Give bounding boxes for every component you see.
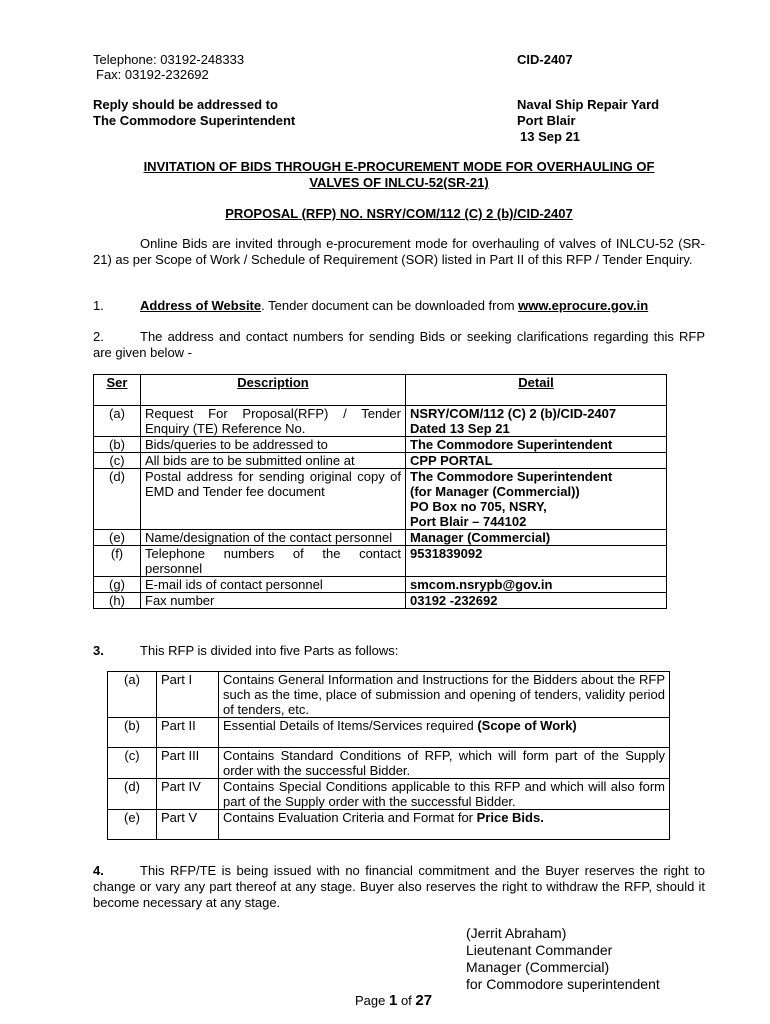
signature-role: Manager (Commercial)	[466, 959, 610, 975]
part-text: Contains Special Conditions applicable to this RFP and which will also form part of the Supply order with the successful Bidder.	[223, 779, 665, 809]
part-description	[219, 672, 670, 718]
proposal-number: PROPOSAL (RFP) NO. NSRY/COM/112 (C) 2 (b)/CID-2407	[225, 206, 573, 221]
row-ser: (d)	[94, 469, 141, 530]
part-ser: (a)	[108, 672, 157, 718]
para2-body: The address and contact numbers for sending Bids or seeking clarifications regarding this RFP are given below -	[93, 329, 705, 360]
part-bold-text: (Scope of Work)	[477, 718, 577, 733]
row-ser: (b)	[94, 437, 141, 453]
contact-table-row	[94, 469, 667, 530]
contact-table-header	[94, 375, 667, 406]
para3-number: 3.	[93, 643, 104, 658]
row-description: Fax number	[141, 593, 406, 609]
contact-table-row	[94, 406, 667, 437]
para2-text	[93, 329, 705, 361]
contact-table-row	[94, 577, 667, 593]
row-detail: NSRY/COM/112 (C) 2 (b)/CID-2407 Dated 13 Sep 21	[406, 406, 667, 437]
fax: Fax: 03192-232692	[96, 67, 209, 82]
header-ser: Ser	[94, 375, 141, 406]
part-description	[219, 810, 670, 840]
para1-body: . Tender document can be downloaded from	[261, 298, 519, 313]
page-prefix: Page	[355, 993, 389, 1008]
contact-table-row	[94, 437, 667, 453]
para1-text	[140, 298, 648, 314]
reply-line2: The Commodore Superintendent	[93, 113, 296, 128]
header-detail: Detail	[406, 375, 667, 406]
para4-number: 4.	[93, 863, 104, 878]
row-detail: CPP PORTAL	[406, 453, 667, 469]
part-name: Part II	[157, 718, 219, 748]
part-ser: (e)	[108, 810, 157, 840]
para2-number: 2.	[93, 329, 104, 344]
part-text: Contains Evaluation Criteria and Format for	[223, 810, 477, 825]
part-text: Essential Details of Items/Services required	[223, 718, 478, 733]
part-ser: (d)	[108, 779, 157, 810]
parts-table-row	[108, 810, 670, 840]
org-line2: Port Blair	[517, 113, 576, 128]
intro-paragraph: Online Bids are invited through e-procurement mode for overhauling of valves of INLCU-52 (SR-21) as per Scope of Work / Schedule of Requirement (SOR) listed in Part II of this RFP / Tender Enquiry.	[93, 236, 705, 267]
row-description: Name/designation of the contact personnel	[141, 530, 406, 546]
signature-for: for Commodore superintendent	[466, 976, 660, 992]
row-description: Postal address for sending original copy of EMD and Tender fee document	[141, 469, 406, 530]
row-detail: The Commodore Superintendent	[406, 437, 667, 453]
part-text: Contains General Information and Instructions for the Bidders about the RFP such as the time, place of submission and opening of tenders, validity period of tenders, etc.	[223, 672, 665, 717]
parts-table-row	[108, 779, 670, 810]
part-bold-text: Price Bids.	[476, 810, 544, 825]
part-text: Contains Standard Conditions of RFP, which will form part of the Supply order with the successful Bidder.	[223, 748, 665, 778]
reply-line1: Reply should be addressed to	[93, 97, 278, 112]
contact-table-row	[94, 530, 667, 546]
para3-body: This RFP is divided into five Parts as follows:	[140, 643, 399, 658]
part-name: Part V	[157, 810, 219, 840]
part-ser: (c)	[108, 748, 157, 779]
title-line2: VALVES OF INLCU-52(SR-21)	[309, 175, 489, 190]
row-description: E-mail ids of contact personnel	[141, 577, 406, 593]
cid: CID-2407	[517, 52, 573, 67]
contact-table-row	[94, 546, 667, 577]
part-name: Part IV	[157, 779, 219, 810]
page-number: 1	[388, 992, 398, 1009]
row-description: Request For Proposal(RFP) / Tender Enquiry (TE) Reference No.	[141, 406, 406, 437]
para4-body: This RFP/TE is being issued with no financial commitment and the Buyer reserves the right to change or vary any part thereof at any stage. Buyer also reserves the right to withdraw the RFP, should it become necessary at any stage.	[93, 863, 705, 910]
row-detail: Manager (Commercial)	[406, 530, 667, 546]
website-link[interactable]: www.eprocure.gov.in	[518, 298, 649, 313]
parts-table-row	[108, 718, 670, 748]
part-name: Part I	[157, 672, 219, 718]
signature-name: (Jerrit Abraham)	[466, 925, 567, 941]
para3-text	[93, 643, 398, 659]
part-ser: (b)	[108, 718, 157, 748]
parts-table	[107, 671, 670, 840]
contact-table	[93, 374, 667, 609]
row-ser: (c)	[94, 453, 141, 469]
parts-table-row	[108, 672, 670, 718]
para1-number: 1.	[93, 298, 104, 313]
header-description: Description	[141, 375, 406, 406]
row-description: Bids/queries to be addressed to	[141, 437, 406, 453]
contact-table-row	[94, 593, 667, 609]
part-description	[219, 718, 670, 748]
row-detail: 03192 -232692	[406, 593, 667, 609]
org-line1: Naval Ship Repair Yard	[517, 97, 660, 112]
row-ser: (f)	[94, 546, 141, 577]
signature-rank: Lieutenant Commander	[466, 942, 613, 958]
contact-table-row	[94, 453, 667, 469]
row-description: Telephone numbers of the contact personnel	[141, 546, 406, 577]
row-ser: (h)	[94, 593, 141, 609]
title-line1: INVITATION OF BIDS THROUGH E-PROCUREMENT MODE FOR OVERHAULING OF	[143, 159, 655, 174]
page-of: of	[397, 993, 416, 1008]
parts-table-row	[108, 748, 670, 779]
telephone: Telephone: 03192-248333	[93, 52, 245, 67]
part-description	[219, 779, 670, 810]
row-ser: (a)	[94, 406, 141, 437]
page-footer	[355, 993, 432, 1009]
row-ser: (e)	[94, 530, 141, 546]
row-description: All bids are to be submitted online at	[141, 453, 406, 469]
row-detail: smcom.nsrypb@gov.in	[406, 577, 667, 593]
part-description	[219, 748, 670, 779]
row-ser: (g)	[94, 577, 141, 593]
date: 13 Sep 21	[520, 129, 580, 144]
part-name: Part III	[157, 748, 219, 779]
row-detail: The Commodore Superintendent (for Manager (Commercial)) PO Box no 705, NSRY, Port Blair – 744102	[406, 469, 667, 530]
page-total: 27	[415, 992, 433, 1009]
row-detail: 9531839092	[406, 546, 667, 577]
para4-text	[93, 863, 705, 911]
website-label: Address of Website	[140, 298, 262, 313]
